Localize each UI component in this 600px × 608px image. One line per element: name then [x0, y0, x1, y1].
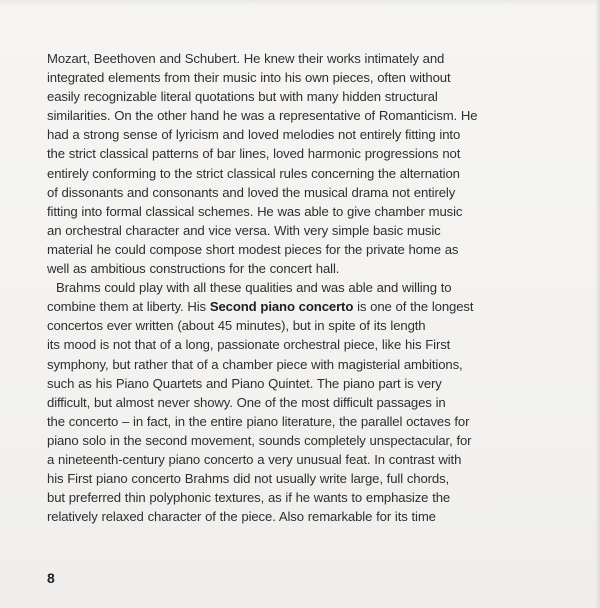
- page-number: 8: [47, 570, 55, 586]
- page-right-edge: [595, 0, 600, 608]
- text-line: his First piano concerto Brahms did not usually write large, full chords,: [47, 471, 450, 487]
- text-fragment: is one of the longest: [357, 299, 474, 315]
- work-title: Second piano concerto: [209, 299, 354, 315]
- text-line: but preferred thin polyphonic textures, as if he wants to emphasize the: [47, 490, 451, 506]
- text-line: difficult, but almost never showy. One of the most difficult passages in: [47, 394, 446, 410]
- text-line: symphony, but rather that of a chamber piece with magisterial ambitions,: [47, 356, 463, 372]
- text-line: well as ambitious constructions for the concert hall.: [47, 261, 340, 277]
- text-line: material he could compose short modest pieces for the private home as: [47, 241, 459, 257]
- text-line: Mozart, Beethoven and Schubert. He knew their works intimately and: [47, 51, 445, 66]
- text-line: relatively relaxed character of the piece. Also remarkable for its time: [47, 509, 436, 525]
- text-line: easily recognizable literal quotations but with many hidden structural: [47, 89, 438, 105]
- text-line-with-title: [47, 297, 559, 316]
- text-line: its mood is not that of a long, passionate orchestral piece, like his First: [47, 337, 451, 353]
- text-line: the strict classical patterns of bar lines, loved harmonic progressions not: [47, 146, 461, 162]
- text-line: such as his Piano Quartets and Piano Quintet. The piano part is very: [47, 375, 442, 391]
- text-fragment: combine them at liberty. His: [47, 299, 206, 315]
- text-line: Brahms could play with all these qualities and was able and willing to: [56, 280, 452, 296]
- text-line: concertos ever written (about 45 minutes), but in spite of its length: [47, 318, 426, 334]
- body-text: [47, 49, 559, 526]
- text-line: a nineteenth-century piano concerto a very unusual feat. In contrast with: [47, 451, 462, 467]
- text-line: an orchestral character and vice versa. With very simple basic music: [47, 222, 441, 238]
- text-line: integrated elements from their music into his own pieces, often without: [47, 70, 451, 86]
- text-line: similarities. On the other hand he was a representative of Romanticism. He: [47, 108, 478, 124]
- text-line: entirely conforming to the strict classical rules concerning the alternation: [47, 165, 460, 181]
- text-line: had a strong sense of lyricism and loved melodies not entirely fitting into: [47, 127, 461, 143]
- text-line: fitting into formal classical schemes. He was able to give chamber music: [47, 203, 463, 219]
- page-top-edge: [0, 0, 600, 6]
- text-line: of dissonants and consonants and loved the musical drama not entirely: [47, 184, 456, 200]
- text-line: the concerto – in fact, in the entire piano literature, the parallel octaves for: [47, 413, 470, 429]
- text-line: piano solo in the second movement, sounds completely unspectacular, for: [47, 432, 472, 448]
